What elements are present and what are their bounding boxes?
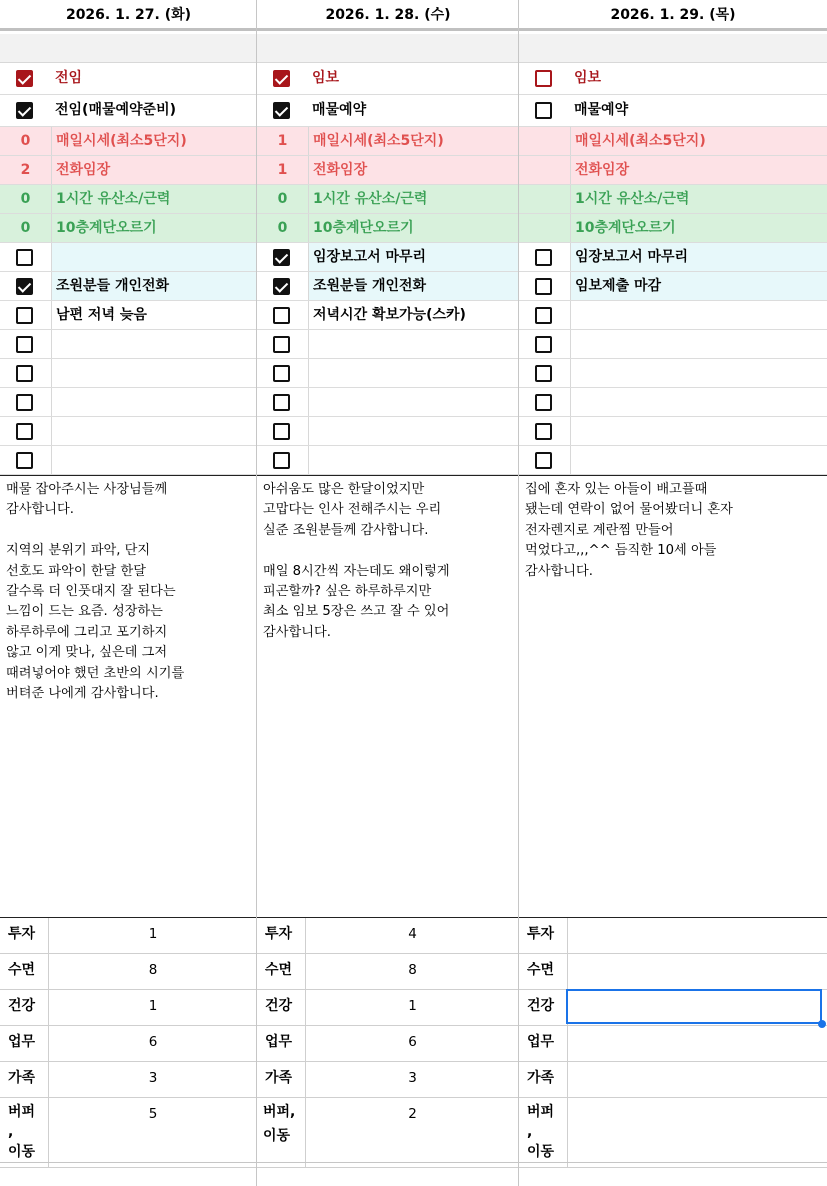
stat-key: 업무 bbox=[257, 1026, 306, 1061]
task-row bbox=[257, 359, 519, 388]
checkbox[interactable] bbox=[273, 336, 290, 353]
stat-row bbox=[257, 918, 519, 954]
stat-key: 업무 bbox=[0, 1026, 49, 1061]
metric-label[interactable]: 전화임장 bbox=[51, 156, 257, 184]
stat-row bbox=[0, 1026, 257, 1062]
stat-value[interactable]: 1 bbox=[408, 998, 417, 1014]
stat-key: 건강 bbox=[519, 990, 568, 1025]
metric-row bbox=[257, 127, 519, 156]
gratitude-memo[interactable]: 아쉬움도 많은 한달이었지만 고맙다는 인사 전해주시는 우리 실준 조원분들께 감사합니다. 매일 8시간씩 자는데도 왜이렇게 피곤할까? 싶은 하루하루지만 최소 임보 5장은 쓰고 잘 수 있어 감사합니다. bbox=[257, 475, 519, 918]
checkbox[interactable] bbox=[273, 365, 290, 382]
metric-count[interactable]: 0 bbox=[277, 191, 288, 207]
checkbox[interactable] bbox=[535, 307, 552, 324]
checkbox-row bbox=[0, 95, 257, 127]
checkbox[interactable] bbox=[273, 278, 290, 295]
task-row bbox=[0, 301, 257, 330]
checkbox[interactable] bbox=[16, 423, 33, 440]
metric-row bbox=[519, 156, 827, 185]
checkbox[interactable] bbox=[535, 70, 552, 87]
stat-key: 수면 bbox=[0, 954, 49, 989]
checkbox-row bbox=[519, 63, 827, 95]
stat-value[interactable]: 3 bbox=[408, 1070, 417, 1086]
checkbox[interactable] bbox=[16, 278, 33, 295]
stat-key: 가족 bbox=[257, 1062, 306, 1097]
metric-row bbox=[0, 185, 257, 214]
stat-value[interactable]: 6 bbox=[148, 1034, 158, 1050]
stat-value[interactable]: 8 bbox=[408, 962, 417, 978]
checkbox[interactable] bbox=[16, 394, 33, 411]
metric-row bbox=[257, 185, 519, 214]
task-row bbox=[0, 243, 257, 272]
checkbox-row bbox=[0, 63, 257, 95]
stat-row bbox=[0, 918, 257, 954]
metric-count[interactable]: 0 bbox=[277, 220, 288, 236]
task-row bbox=[519, 359, 827, 388]
task-row bbox=[257, 446, 519, 475]
stat-value[interactable]: 2 bbox=[408, 1106, 417, 1122]
task-label[interactable] bbox=[308, 388, 519, 416]
metric-row bbox=[519, 185, 827, 214]
task-row bbox=[257, 417, 519, 446]
stat-key: 버퍼 , 이동 bbox=[519, 1098, 568, 1167]
metric-row bbox=[257, 214, 519, 243]
selected-cell[interactable] bbox=[566, 989, 822, 1024]
task-label[interactable]: 임보 bbox=[574, 70, 602, 86]
metric-label[interactable]: 10층계단오르기 bbox=[570, 214, 827, 242]
task-label[interactable] bbox=[308, 417, 519, 445]
metric-row bbox=[0, 214, 257, 243]
checkbox[interactable] bbox=[16, 336, 33, 353]
checkbox[interactable] bbox=[273, 307, 290, 324]
stat-key: 가족 bbox=[0, 1062, 49, 1097]
stat-key: 투자 bbox=[0, 918, 49, 953]
task-row bbox=[257, 272, 519, 301]
stat-key: 투자 bbox=[257, 918, 306, 953]
stat-row bbox=[519, 918, 827, 954]
stat-row bbox=[257, 954, 519, 990]
stat-key: 버퍼, 이동 bbox=[257, 1098, 306, 1167]
stat-key: 건강 bbox=[257, 990, 306, 1025]
metric-count[interactable] bbox=[519, 185, 570, 213]
task-label[interactable] bbox=[570, 301, 827, 329]
task-row bbox=[519, 243, 827, 272]
stat-row bbox=[0, 1062, 257, 1098]
task-label[interactable] bbox=[51, 417, 257, 445]
task-row bbox=[519, 417, 827, 446]
task-label[interactable]: 조원분들 개인전화 bbox=[51, 272, 257, 300]
stat-row bbox=[257, 1062, 519, 1098]
task-row bbox=[519, 446, 827, 475]
task-label[interactable]: 임장보고서 마무리 bbox=[308, 243, 519, 271]
task-label[interactable] bbox=[308, 446, 519, 474]
date-header[interactable]: 2026. 1. 29. (목) bbox=[519, 0, 827, 31]
task-row bbox=[519, 301, 827, 330]
metric-row bbox=[0, 156, 257, 185]
checkbox-row bbox=[519, 95, 827, 127]
checkbox-row bbox=[257, 95, 519, 127]
task-label[interactable]: 조원분들 개인전화 bbox=[308, 272, 519, 300]
task-row bbox=[0, 417, 257, 446]
metric-count[interactable]: 0 bbox=[20, 220, 31, 236]
task-label[interactable]: 매물예약 bbox=[574, 102, 629, 118]
checkbox[interactable] bbox=[535, 394, 552, 411]
checkbox-row bbox=[257, 63, 519, 95]
checkbox[interactable] bbox=[535, 102, 552, 119]
metric-count[interactable]: 1 bbox=[277, 162, 288, 178]
task-row bbox=[0, 388, 257, 417]
task-row bbox=[257, 301, 519, 330]
checkbox[interactable] bbox=[535, 423, 552, 440]
blank-row[interactable] bbox=[257, 34, 519, 63]
task-row bbox=[257, 243, 519, 272]
metric-label[interactable]: 전화임장 bbox=[570, 156, 827, 184]
task-label[interactable]: 저녁시간 확보가능(스카) bbox=[308, 301, 519, 329]
task-label[interactable]: 남편 저녁 늦음 bbox=[51, 301, 257, 329]
stat-key: 가족 bbox=[519, 1062, 568, 1097]
checkbox[interactable] bbox=[16, 452, 33, 469]
stat-value[interactable]: 8 bbox=[148, 962, 158, 978]
stat-row bbox=[257, 990, 519, 1026]
metric-count[interactable]: 2 bbox=[20, 162, 31, 178]
checkbox[interactable] bbox=[273, 394, 290, 411]
metric-label[interactable]: 10층계단오르기 bbox=[308, 214, 519, 242]
task-row bbox=[0, 359, 257, 388]
grid-line bbox=[519, 1162, 827, 1163]
task-label[interactable] bbox=[51, 243, 257, 271]
day-column bbox=[257, 0, 519, 1186]
metric-label[interactable]: 매일시세(최소5단지) bbox=[570, 127, 827, 155]
checkbox[interactable] bbox=[16, 70, 33, 87]
checkbox[interactable] bbox=[535, 249, 552, 266]
stat-value[interactable]: 6 bbox=[408, 1034, 417, 1050]
stat-value[interactable]: 5 bbox=[148, 1106, 158, 1122]
task-label[interactable] bbox=[570, 388, 827, 416]
task-label[interactable] bbox=[51, 330, 257, 358]
metric-count[interactable] bbox=[519, 156, 570, 184]
gratitude-memo[interactable]: 매물 잡아주시는 사장님들께 감사합니다. 지역의 분위기 파악, 단지 선호도 파악이 한달 한달 갈수록 더 인풋대지 잘 된다는 느낌이 드는 요즘. 성장하는 하루하루에 그리고 포기하지 않고 이게 맞나, 싶은데 그저 때려넣어야 했던 초반의 시기를 버텨준 나에게 감사합니다. bbox=[0, 475, 257, 918]
grid-line bbox=[0, 1162, 257, 1163]
column-divider bbox=[518, 0, 519, 1186]
stat-row bbox=[0, 990, 257, 1026]
stat-key: 수면 bbox=[519, 954, 568, 989]
stat-row bbox=[0, 954, 257, 990]
day-column bbox=[0, 0, 257, 1186]
task-label[interactable] bbox=[570, 359, 827, 387]
metric-count[interactable]: 0 bbox=[20, 191, 31, 207]
task-label[interactable] bbox=[51, 388, 257, 416]
stat-row bbox=[519, 1026, 827, 1062]
stat-row bbox=[257, 1026, 519, 1062]
stat-key: 수면 bbox=[257, 954, 306, 989]
task-label[interactable] bbox=[51, 359, 257, 387]
task-label[interactable]: 임보제출 마감 bbox=[570, 272, 827, 300]
stat-row bbox=[519, 1062, 827, 1098]
blank-row[interactable] bbox=[519, 34, 827, 63]
task-row bbox=[0, 330, 257, 359]
metric-row bbox=[519, 127, 827, 156]
metric-count[interactable]: 0 bbox=[20, 133, 31, 149]
metric-label[interactable]: 매일시세(최소5단지) bbox=[51, 127, 257, 155]
column-divider bbox=[256, 0, 257, 1186]
task-row bbox=[257, 330, 519, 359]
date-header[interactable]: 2026. 1. 28. (수) bbox=[257, 0, 519, 31]
grid-line bbox=[257, 1162, 519, 1163]
checkbox[interactable] bbox=[16, 102, 33, 119]
stat-value[interactable]: 4 bbox=[408, 926, 417, 942]
checkbox[interactable] bbox=[273, 70, 290, 87]
task-label[interactable]: 임보 bbox=[312, 70, 340, 86]
checkbox[interactable] bbox=[16, 365, 33, 382]
metric-row bbox=[519, 214, 827, 243]
stat-key: 투자 bbox=[519, 918, 568, 953]
stat-value[interactable]: 3 bbox=[148, 1070, 158, 1086]
task-row bbox=[0, 446, 257, 475]
task-label[interactable] bbox=[570, 417, 827, 445]
metric-label[interactable]: 매일시세(최소5단지) bbox=[308, 127, 519, 155]
metric-row bbox=[257, 156, 519, 185]
stat-row bbox=[519, 954, 827, 990]
metric-label[interactable]: 1시간 유산소/근력 bbox=[308, 185, 519, 213]
stat-key: 업무 bbox=[519, 1026, 568, 1061]
metric-count[interactable] bbox=[519, 127, 570, 155]
task-row bbox=[519, 388, 827, 417]
checkbox[interactable] bbox=[535, 452, 552, 469]
task-label[interactable] bbox=[51, 446, 257, 474]
date-header[interactable]: 2026. 1. 27. (화) bbox=[0, 0, 257, 31]
stat-value[interactable]: 1 bbox=[148, 998, 158, 1014]
task-row bbox=[0, 272, 257, 301]
fill-handle[interactable] bbox=[818, 1020, 826, 1028]
metric-label[interactable]: 10층계단오르기 bbox=[51, 214, 257, 242]
metric-label[interactable]: 1시간 유산소/근력 bbox=[570, 185, 827, 213]
task-label[interactable] bbox=[308, 330, 519, 358]
task-row bbox=[519, 330, 827, 359]
checkbox[interactable] bbox=[273, 452, 290, 469]
metric-row bbox=[0, 127, 257, 156]
metric-label[interactable]: 1시간 유산소/근력 bbox=[51, 185, 257, 213]
checkbox[interactable] bbox=[535, 278, 552, 295]
stat-row bbox=[519, 1098, 827, 1168]
task-row bbox=[257, 388, 519, 417]
metric-count[interactable]: 1 bbox=[277, 133, 288, 149]
stat-key: 버퍼 , 이동 bbox=[0, 1098, 49, 1167]
stat-row bbox=[0, 1098, 257, 1168]
blank-row[interactable] bbox=[0, 34, 257, 63]
stat-row bbox=[257, 1098, 519, 1168]
task-label[interactable] bbox=[570, 330, 827, 358]
stat-value[interactable]: 1 bbox=[148, 926, 158, 942]
checkbox[interactable] bbox=[16, 307, 33, 324]
task-row bbox=[519, 272, 827, 301]
task-label[interactable] bbox=[308, 359, 519, 387]
checkbox[interactable] bbox=[273, 102, 290, 119]
metric-label[interactable]: 전화임장 bbox=[308, 156, 519, 184]
metric-count[interactable] bbox=[519, 214, 570, 242]
task-label[interactable]: 전임 bbox=[55, 70, 83, 86]
checkbox[interactable] bbox=[535, 365, 552, 382]
stat-key: 건강 bbox=[0, 990, 49, 1025]
checkbox[interactable] bbox=[16, 249, 33, 266]
checkbox[interactable] bbox=[535, 336, 552, 353]
task-label[interactable]: 매물예약 bbox=[312, 102, 367, 118]
checkbox[interactable] bbox=[273, 423, 290, 440]
checkbox[interactable] bbox=[273, 249, 290, 266]
task-label[interactable]: 임장보고서 마무리 bbox=[570, 243, 827, 271]
gratitude-memo[interactable]: 집에 혼자 있는 아들이 배고플때 됐는데 연락이 없어 물어봤더니 혼자 전자렌지로 계란찜 만들어 먹었다고,,,^^ 듬직한 10세 아들 감사합니다. bbox=[519, 475, 827, 918]
task-label[interactable]: 전임(매물예약준비) bbox=[55, 102, 176, 118]
task-label[interactable] bbox=[570, 446, 827, 474]
